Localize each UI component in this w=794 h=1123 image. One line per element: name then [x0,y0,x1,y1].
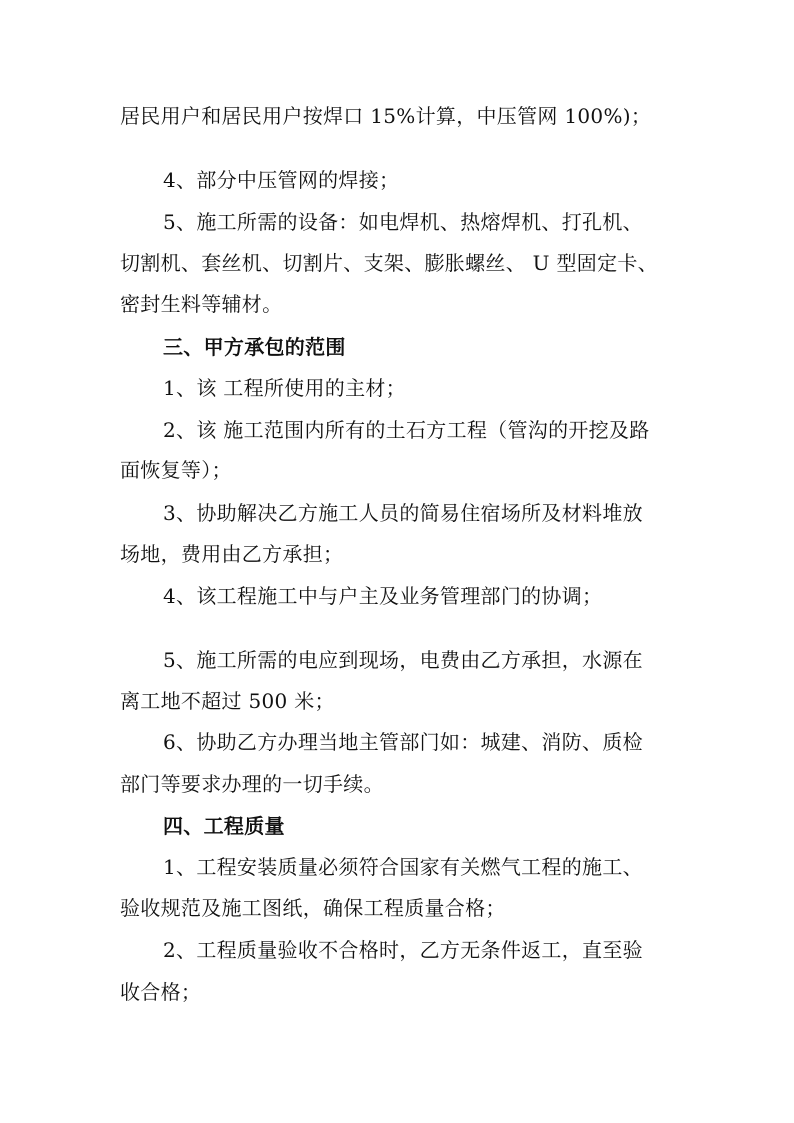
text-line: 5、施工所需的设备：如电焊机、热熔焊机、打孔机、 [163,210,643,234]
text-line: 4、该工程施工中与户主及业务管理部门的协调； [163,584,603,608]
text-line: 密封生料等辅材。 [120,292,283,316]
text-line: 居民用户和居民用户按焊口 15%计算，中压管网 100%)； [120,104,652,128]
text-line: 3、协助解决乙方施工人员的简易住宿场所及材料堆放 [163,501,643,525]
text-line: 5、施工所需的电应到现场，电费由乙方承担，水源在 [163,648,643,672]
section-heading: 三、甲方承包的范围 [163,335,346,359]
text-line: 1、该 工程所使用的主材； [163,376,406,400]
text-line: 验收规范及施工图纸，确保工程质量合格； [120,896,506,920]
section-heading: 四、工程质量 [163,814,285,838]
text-line: 2、该 施工范围内所有的土石方工程（管沟的开挖及路 [163,418,650,442]
text-line: 离工地不超过 500 米； [120,689,335,713]
text-line: 收合格； [120,980,202,1004]
text-line: 面恢复等）； [120,458,232,482]
text-line: 2、工程质量验收不合格时，乙方无条件返工，直至验 [163,938,643,962]
text-line: 6、协助乙方办理当地主管部门如：城建、消防、质检 [163,730,643,754]
text-line: 切割机、套丝机、切割片、支架、膨胀螺丝、 U 型固定卡、 [120,251,658,275]
text-line: 部门等要求办理的一切手续。 [120,772,384,796]
text-line: 场地，费用由乙方承担； [120,542,344,566]
text-line: 4、部分中压管网的焊接； [163,168,400,192]
text-line: 1、工程安装质量必须符合国家有关燃气工程的施工、 [163,855,643,879]
